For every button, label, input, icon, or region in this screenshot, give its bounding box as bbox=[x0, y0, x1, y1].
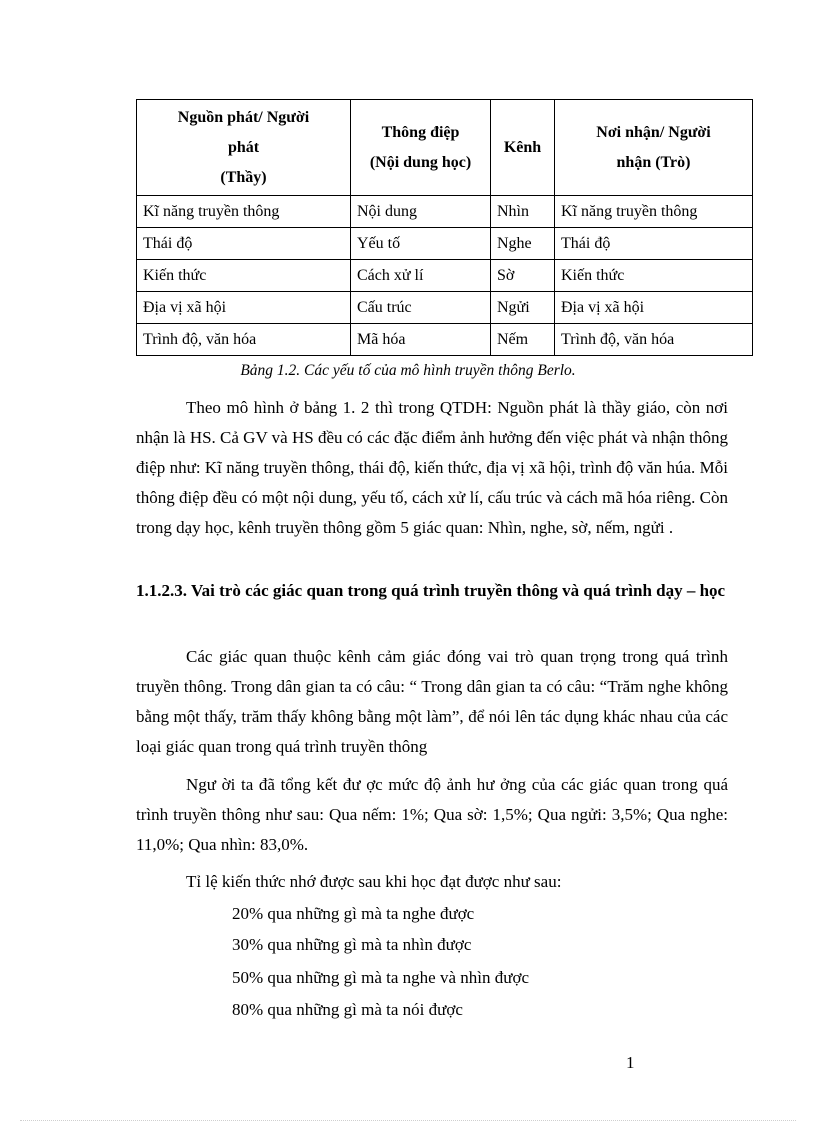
table-cell: Địa vị xã hội bbox=[555, 292, 753, 324]
table-cell: Nội dung bbox=[351, 196, 491, 228]
table-cell: Trình độ, văn hóa bbox=[555, 324, 753, 356]
list-item: 50% qua những gì mà ta nghe và nhìn được bbox=[232, 968, 529, 987]
table-cell: Ngửi bbox=[491, 292, 555, 324]
table-row bbox=[137, 196, 753, 228]
list-item: 20% qua những gì mà ta nghe được bbox=[232, 904, 475, 923]
table-row bbox=[137, 292, 753, 324]
table-header-source: Nguồn phát/ Người phát (Thầy) bbox=[137, 100, 351, 196]
table-cell: Sờ bbox=[491, 260, 555, 292]
table-header-receiver: Nơi nhận/ Người nhận (Trò) bbox=[555, 100, 753, 196]
table-cell: Nghe bbox=[491, 228, 555, 260]
list-item: 80% qua những gì mà ta nói được bbox=[232, 1000, 463, 1019]
page-number: 1 bbox=[626, 1053, 635, 1072]
table-cell: Nhìn bbox=[491, 196, 555, 228]
paragraph-berlo-explanation: Theo mô hình ở bảng 1. 2 thì trong QTDH: Nguồn phát là thầy giáo, còn nơi nhận là HS. Cả GV và HS đều có các đặc điểm ảnh hưởng đến việc phát và nhận thông điệp như: Kĩ năng truyền thông, thái độ, kiến thức, địa vị xã hội, trình độ văn húa. Mỗi thông điệp đều có một nội dung, yếu tố, cách xử lí, cấu trúc và cách mã hóa riêng. Còn trong dạy học, kênh truyền thông gồm 5 giác quan: Nhìn, nghe, sờ, nếm, ngửi . bbox=[136, 398, 728, 537]
list-item: 30% qua những gì mà ta nhìn được bbox=[232, 935, 472, 954]
section-heading: 1.1.2.3. Vai trò các giác quan trong quá trình truyền thông và quá trình dạy – học bbox=[136, 581, 726, 600]
table-cell: Cấu trúc bbox=[351, 292, 491, 324]
table-cell: Địa vị xã hội bbox=[137, 292, 351, 324]
paragraph-senses-role: Các giác quan thuộc kênh cảm giác đóng vai trò quan trọng trong quá trình truyền thông. Trong dân gian ta có câu: “ Trong dân gian ta có câu: “Trăm nghe không bằng một thấy, trăm thấy không bằng một làm”, để nói lên tác dụng khác nhau của các loại giác quan trong quá trình truyền thông bbox=[136, 647, 728, 756]
table-cell: Kĩ năng truyền thông bbox=[137, 196, 351, 228]
table-cell: Trình độ, văn hóa bbox=[137, 324, 351, 356]
table-header-channel: Kênh bbox=[491, 100, 555, 196]
table-row bbox=[137, 228, 753, 260]
table-cell: Thái độ bbox=[137, 228, 351, 260]
table-caption: Bảng 1.2. Các yếu tố của mô hình truyền thông Berlo. bbox=[240, 362, 576, 379]
table-row bbox=[137, 324, 753, 356]
table-cell: Mã hóa bbox=[351, 324, 491, 356]
table-cell: Cách xử lí bbox=[351, 260, 491, 292]
table-cell: Kĩ năng truyền thông bbox=[555, 196, 753, 228]
table-cell: Kiến thức bbox=[555, 260, 753, 292]
table-cell: Nếm bbox=[491, 324, 555, 356]
page-bottom-divider bbox=[20, 1120, 796, 1121]
table-cell: Yếu tố bbox=[351, 228, 491, 260]
table-cell: Thái độ bbox=[555, 228, 753, 260]
table-header-message: Thông điệp (Nội dung học) bbox=[351, 100, 491, 196]
table-row bbox=[137, 260, 753, 292]
paragraph-senses-statistics: Ngư ời ta đã tổng kết đư ợc mức độ ảnh hư ởng của các giác quan trong quá trình truyền thông như sau: Qua nếm: 1%; Qua sờ: 1,5%; Qua ngửi: 3,5%; Qua nghe: 11,0%; Qua nhìn: 83,0%. bbox=[136, 775, 728, 854]
paragraph-retention-intro: Tỉ lệ kiến thức nhớ được sau khi học đạt được như sau: bbox=[186, 872, 562, 891]
table-header-row bbox=[137, 100, 753, 196]
table-cell: Kiến thức bbox=[137, 260, 351, 292]
berlo-table bbox=[136, 99, 753, 356]
